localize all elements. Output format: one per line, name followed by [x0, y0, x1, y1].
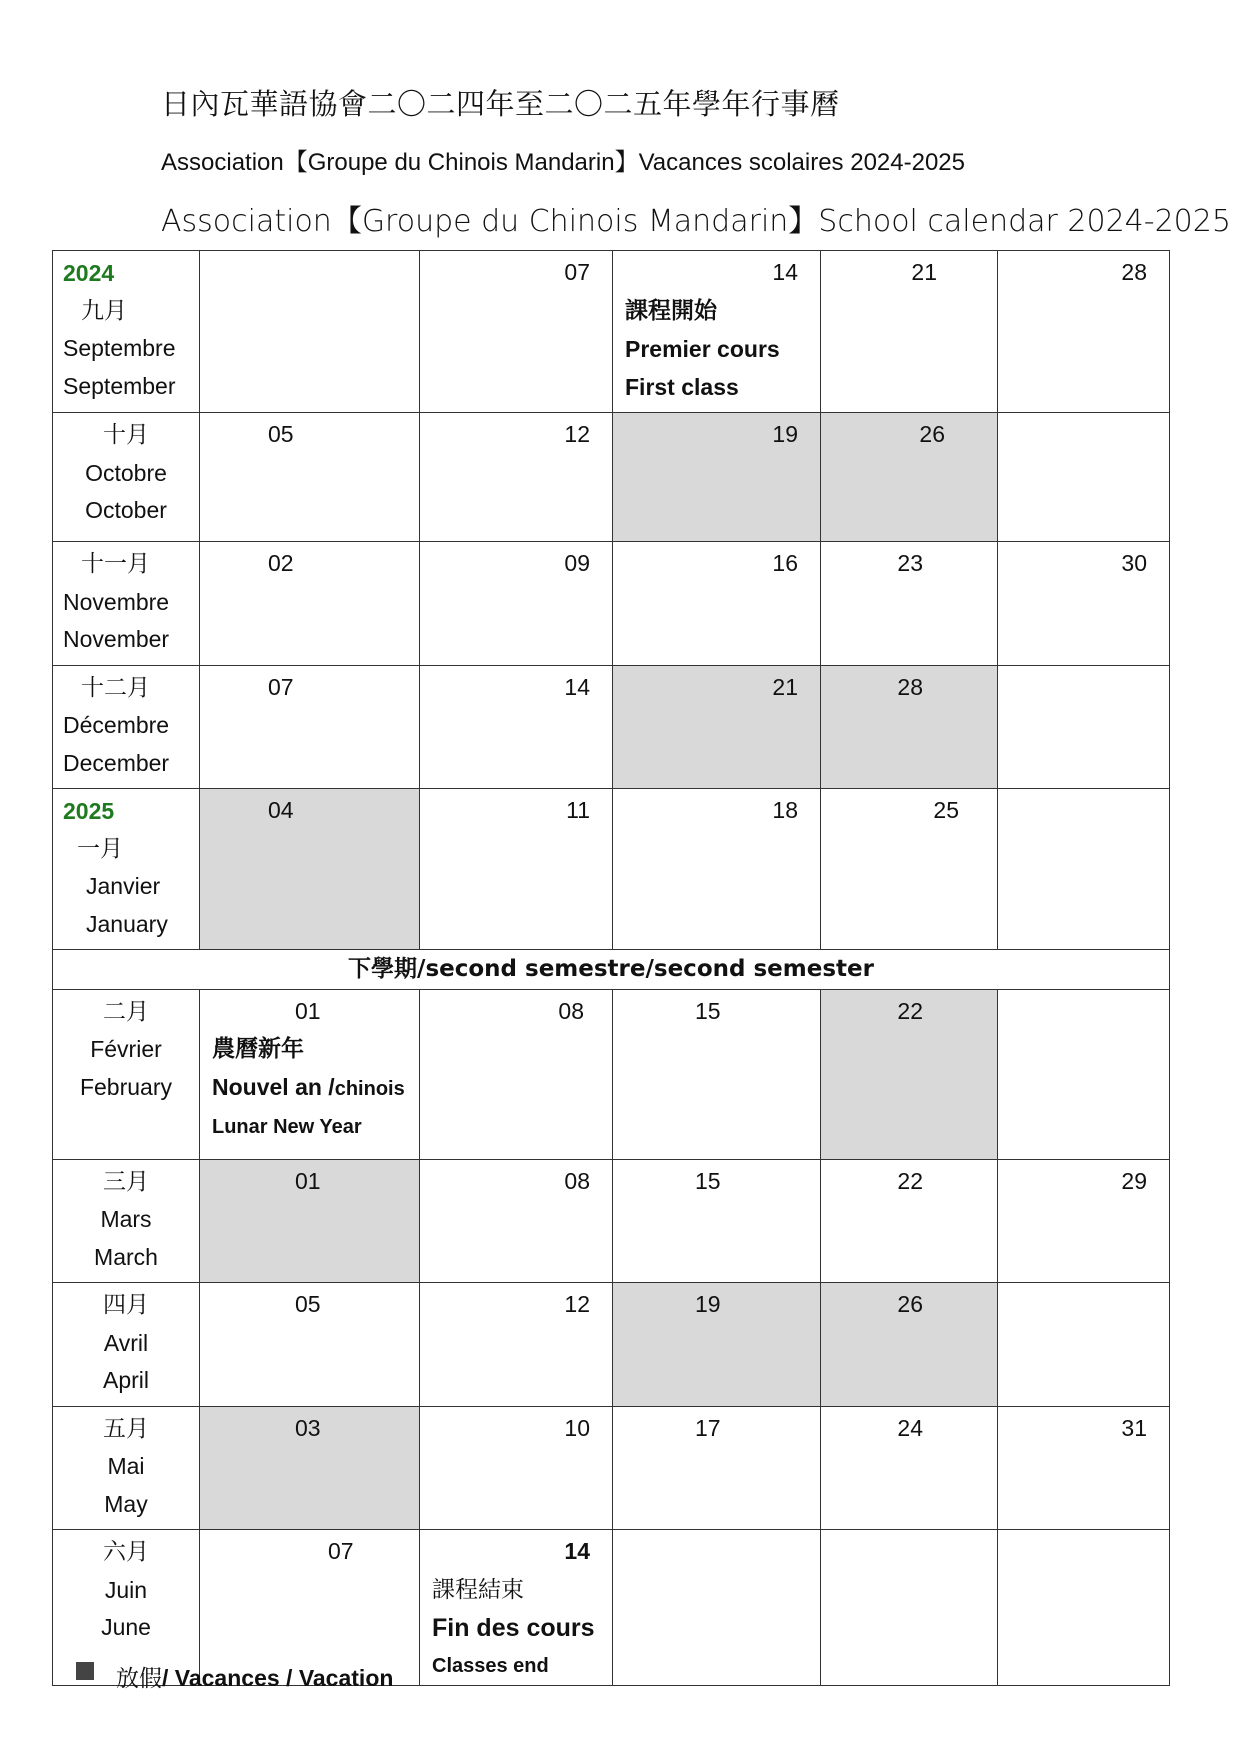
- day-number: 10: [564, 1414, 590, 1441]
- day-number: 30: [1121, 550, 1147, 576]
- note-fr-a: Nouvel an /: [212, 1074, 335, 1100]
- day-number: 29: [1121, 1167, 1147, 1194]
- day-cell-empty: [821, 1530, 998, 1686]
- day-number: 01: [295, 997, 321, 1024]
- note-cn: 課程開始: [625, 297, 717, 324]
- day-number: 24: [897, 1414, 923, 1441]
- day-number: 17: [695, 1414, 721, 1441]
- row-november: [53, 542, 1170, 666]
- day-number: 14: [564, 673, 590, 700]
- day-cell: [998, 1406, 1170, 1530]
- month-en: March: [94, 1243, 158, 1270]
- day-cell-lunar-new-year: [200, 989, 420, 1159]
- day-cell: [420, 665, 613, 789]
- day-number: 12: [564, 421, 590, 447]
- day-number: 28: [897, 673, 923, 700]
- month-label: [53, 1406, 200, 1530]
- day-number: 07: [564, 259, 590, 285]
- day-number: 14: [772, 259, 798, 285]
- row-march: [53, 1159, 1170, 1283]
- year-label: 2025: [63, 798, 115, 824]
- day-number: 22: [897, 1167, 923, 1194]
- day-cell: [420, 413, 613, 542]
- day-number: 05: [295, 1291, 321, 1317]
- month-en: January: [86, 910, 168, 937]
- day-cell-vacation: [200, 1406, 420, 1530]
- day-number: 19: [695, 1291, 721, 1317]
- day-number: 18: [772, 797, 798, 823]
- day-cell: [420, 789, 613, 950]
- day-cell-empty: [200, 251, 420, 413]
- month-cn: 一月: [77, 835, 123, 862]
- day-number: 25: [933, 797, 959, 823]
- day-number: 26: [919, 421, 945, 447]
- note-fr: Fin des cours: [432, 1613, 595, 1642]
- row-april: [53, 1283, 1170, 1407]
- month-label: [53, 1159, 200, 1283]
- day-number: 31: [1121, 1414, 1147, 1441]
- vacation-swatch-icon: [76, 1662, 94, 1680]
- month-cn: 六月: [103, 1539, 149, 1565]
- month-label: [53, 665, 200, 789]
- day-number: 23: [897, 550, 923, 576]
- day-cell: [613, 1406, 821, 1530]
- day-number: 03: [295, 1414, 321, 1441]
- month-cn: 十一月: [81, 551, 150, 577]
- month-en: October: [85, 497, 167, 523]
- title-chinese: 日內瓦華語協會二〇二四年至二〇二五年學年行事曆: [161, 87, 840, 121]
- row-may: [53, 1406, 1170, 1530]
- row-february: [53, 989, 1170, 1159]
- day-cell: [613, 989, 821, 1159]
- day-number: 05: [268, 421, 294, 447]
- month-en: September: [63, 372, 176, 399]
- day-cell: [420, 251, 613, 413]
- month-fr: Novembre: [63, 588, 170, 615]
- month-cn: 三月: [103, 1168, 149, 1195]
- year-label: 2024: [63, 260, 115, 286]
- day-cell-empty: [998, 1283, 1170, 1407]
- day-number: 21: [772, 673, 798, 700]
- day-number: 11: [566, 797, 590, 823]
- school-calendar-table: [52, 250, 1170, 1686]
- row-october: [53, 413, 1170, 542]
- day-cell: [420, 542, 613, 666]
- row-january: [53, 789, 1170, 950]
- day-number: 15: [695, 997, 721, 1024]
- day-cell-vacation: [200, 789, 420, 950]
- month-label: [53, 989, 200, 1159]
- month-cn: 五月: [103, 1415, 149, 1442]
- day-number: 16: [772, 550, 798, 576]
- note-fr: Premier cours: [625, 335, 780, 362]
- month-fr: Janvier: [86, 873, 161, 899]
- month-en: November: [63, 626, 170, 652]
- day-cell: [821, 1159, 998, 1283]
- month-fr: Février: [90, 1036, 162, 1062]
- row-semester-separator: [53, 950, 1170, 990]
- day-cell: [998, 251, 1170, 413]
- day-number: 21: [911, 259, 937, 285]
- day-cell: [420, 1283, 613, 1407]
- month-fr: Mai: [107, 1453, 145, 1479]
- note-fr: [200, 1068, 419, 1108]
- day-cell-empty: [613, 1530, 821, 1686]
- day-cell: [613, 789, 821, 950]
- month-en: May: [104, 1490, 148, 1517]
- note-en: Lunar New Year: [212, 1116, 362, 1138]
- day-cell: [821, 789, 998, 950]
- day-cell: [821, 251, 998, 413]
- day-cell-vacation: [613, 413, 821, 542]
- month-fr: Septembre: [63, 335, 176, 361]
- day-cell-empty: [998, 789, 1170, 950]
- day-cell: [420, 989, 613, 1159]
- day-number: 28: [1121, 259, 1147, 285]
- month-fr: Mars: [100, 1206, 152, 1232]
- legend-label-cn: 放假: [116, 1666, 162, 1692]
- day-number: 08: [564, 1167, 590, 1194]
- month-cn: 二月: [103, 998, 149, 1025]
- day-cell-vacation: [821, 1283, 998, 1407]
- month-label: [53, 542, 200, 666]
- day-cell-empty: [998, 665, 1170, 789]
- legend-label-rest: / Vacances / Vacation: [162, 1665, 394, 1691]
- month-fr: Juin: [104, 1576, 148, 1603]
- month-label: [53, 1283, 200, 1407]
- day-cell-empty: [998, 413, 1170, 542]
- day-cell-classes-end: [420, 1530, 613, 1686]
- note-en: Classes end: [432, 1654, 549, 1677]
- title-french: Association【Groupe du Chinois Mandarin】Vacances scolaires 2024-2025: [161, 149, 965, 176]
- day-cell: [200, 665, 420, 789]
- month-fr: Octobre: [85, 459, 167, 486]
- day-cell-empty: [998, 989, 1170, 1159]
- day-cell-vacation: [821, 413, 998, 542]
- day-cell: [200, 1283, 420, 1407]
- day-number: 22: [897, 997, 923, 1024]
- day-number: 04: [268, 797, 294, 823]
- month-fr: Avril: [103, 1329, 149, 1356]
- day-cell: [613, 1159, 821, 1283]
- month-label: [53, 251, 200, 413]
- month-cn: 十月: [103, 422, 149, 448]
- semester-text: 下學期/second semestre/second semester: [348, 956, 874, 982]
- day-cell-empty: [998, 1530, 1170, 1686]
- day-number: 07: [268, 673, 294, 700]
- month-cn: 四月: [103, 1292, 149, 1318]
- note-cn: 課程結束: [432, 1576, 524, 1603]
- day-number: 02: [268, 550, 294, 576]
- day-cell: [420, 1159, 613, 1283]
- day-number: 12: [564, 1291, 590, 1317]
- day-cell: [821, 542, 998, 666]
- day-number: 09: [564, 550, 590, 576]
- vacation-legend: [76, 1660, 393, 1693]
- day-cell-vacation: [821, 989, 998, 1159]
- month-en: December: [63, 749, 170, 776]
- month-en: June: [101, 1614, 151, 1640]
- note-cn: 農曆新年: [212, 1036, 304, 1062]
- month-cn: 十二月: [81, 674, 150, 701]
- day-number: 01: [295, 1167, 321, 1194]
- title-english: Association【Groupe du Chinois Mandarin】School calendar 2024-2025: [161, 204, 1231, 239]
- month-en: April: [102, 1367, 149, 1393]
- day-cell: [613, 542, 821, 666]
- semester-label: [53, 950, 1170, 990]
- day-number: 08: [558, 997, 584, 1024]
- day-cell-vacation: [200, 1159, 420, 1283]
- month-label: [53, 413, 200, 542]
- day-number: 14: [564, 1538, 590, 1564]
- day-cell: [998, 542, 1170, 666]
- day-cell: [420, 1406, 613, 1530]
- day-cell: [998, 1159, 1170, 1283]
- note-fr-b: chinois: [334, 1078, 405, 1100]
- row-september: [53, 251, 1170, 413]
- month-fr: Décembre: [63, 712, 170, 738]
- day-cell: [200, 542, 420, 666]
- note-en: First class: [625, 373, 739, 400]
- day-cell-vacation: [613, 1283, 821, 1407]
- month-label: [53, 789, 200, 950]
- day-cell: [821, 1406, 998, 1530]
- day-number: 15: [695, 1167, 721, 1194]
- day-cell-vacation: [613, 665, 821, 789]
- day-number: 26: [897, 1291, 923, 1317]
- day-number: 07: [328, 1538, 354, 1564]
- day-cell-vacation: [821, 665, 998, 789]
- day-number: 19: [772, 421, 798, 447]
- month-cn: 九月: [81, 297, 127, 324]
- row-december: [53, 665, 1170, 789]
- day-cell-first-class: [613, 251, 821, 413]
- day-cell: [200, 413, 420, 542]
- month-en: February: [79, 1073, 173, 1100]
